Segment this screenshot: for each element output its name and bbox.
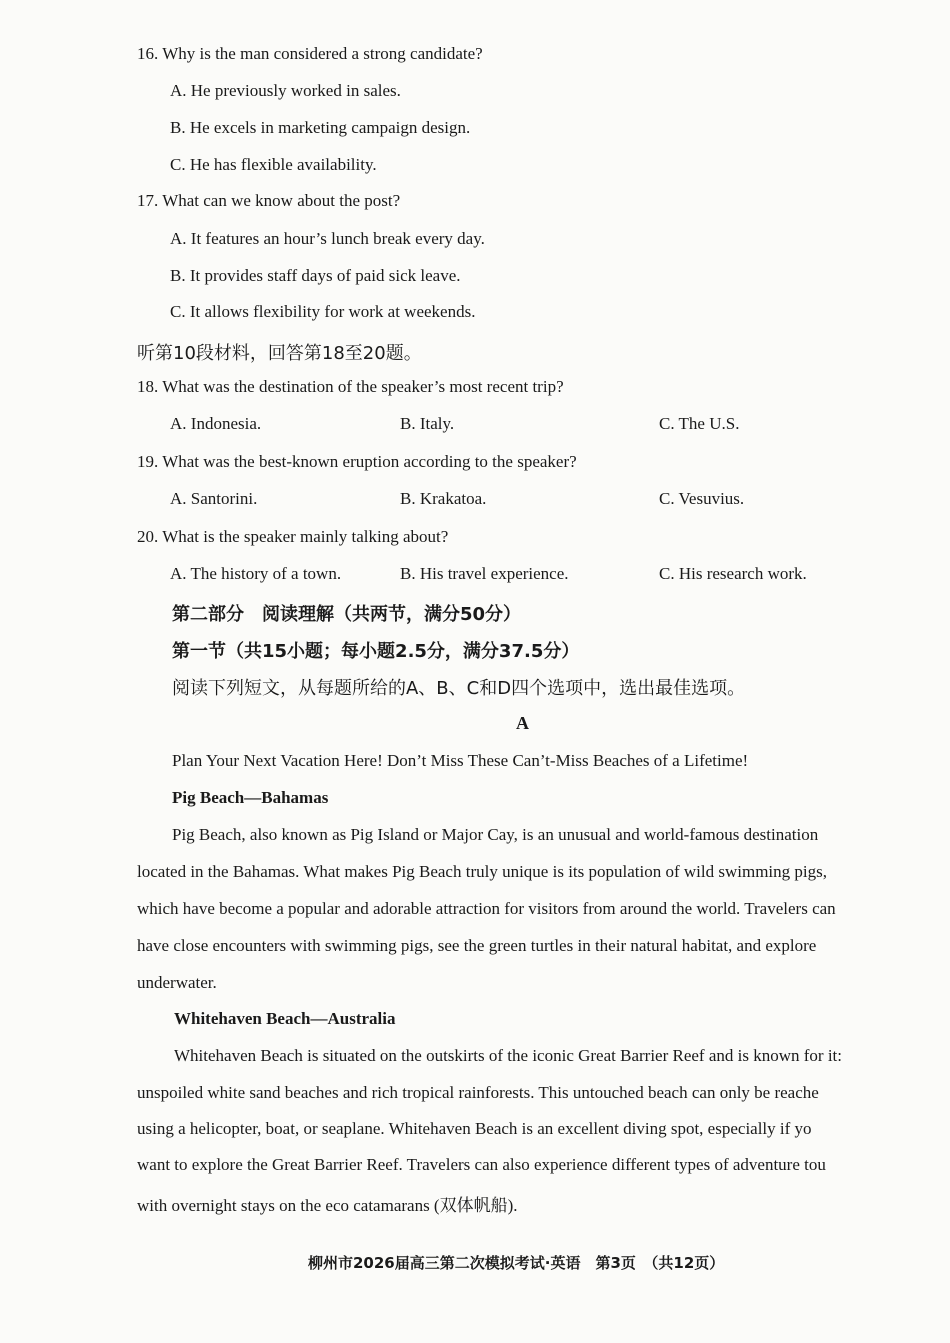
section1-title: 第一节（共15小题；每小题2.5分，满分37.5分）	[172, 641, 580, 662]
q20-option-a: A. The history of a town.	[170, 564, 342, 583]
q17-option-a: A. It features an hour’s lunch break every day.	[170, 229, 485, 248]
beach2-line-3: using a helicopter, boat, or seaplane. Whitehaven Beach is an excellent diving spot, especially if yo	[137, 1119, 812, 1138]
beach1-line-5: underwater.	[137, 973, 217, 992]
beach2-title: Whitehaven Beach—Australia	[174, 1009, 396, 1028]
beach1-line-4: have close encounters with swimming pigs, see the green turtles in their natural habitat, and explore	[137, 936, 817, 955]
passage-headline: Plan Your Next Vacation Here! Don’t Miss These Can’t-Miss Beaches of a Lifetime!	[172, 751, 749, 770]
q18-option-b: B. Italy.	[400, 414, 455, 433]
q19-option-b: B. Krakatoa.	[400, 489, 487, 508]
beach2-line-5: with overnight stays on the eco catamarans (双体帆船).	[137, 1196, 518, 1215]
q17-option-c: C. It allows flexibility for work at weekends.	[170, 302, 476, 321]
listening-instruction-10: 听第10段材料，回答第18至20题。	[137, 343, 422, 364]
q19-option-a: A. Santorini.	[170, 489, 258, 508]
q20-question: 20. What is the speaker mainly talking about?	[137, 527, 449, 546]
passage-label: A	[516, 713, 529, 733]
q20-option-b: B. His travel experience.	[400, 564, 569, 583]
beach1-title: Pig Beach—Bahamas	[172, 788, 329, 807]
q18-option-c: C. The U.S.	[659, 414, 740, 433]
q17-option-b: B. It provides staff days of paid sick leave.	[170, 266, 461, 285]
q16-option-b: B. He excels in marketing campaign design.	[170, 118, 471, 137]
q16-option-c: C. He has flexible availability.	[170, 155, 377, 174]
beach1-line-3: which have become a popular and adorable attraction for visitors from around the world. Travelers can	[137, 899, 836, 918]
page-footer: 柳州市2026届高三第二次模拟考试·英语 第3页 （共12页）	[308, 1254, 725, 1272]
beach2-line-1: Whitehaven Beach is situated on the outskirts of the iconic Great Barrier Reef and is known for it:	[174, 1046, 842, 1065]
q18-option-a: A. Indonesia.	[170, 414, 262, 433]
beach2-line-4: want to explore the Great Barrier Reef. Travelers can also experience different types of adventure tou	[137, 1155, 826, 1174]
q16-question: 16. Why is the man considered a strong candidate?	[137, 44, 483, 63]
beach1-line-1: Pig Beach, also known as Pig Island or Major Cay, is an unusual and world-famous destination	[172, 825, 819, 844]
beach1-line-2: located in the Bahamas. What makes Pig Beach truly unique is its population of wild swimming pigs,	[137, 862, 827, 881]
q18-question: 18. What was the destination of the speaker’s most recent trip?	[137, 377, 564, 396]
q16-option-a: A. He previously worked in sales.	[170, 81, 401, 100]
q19-option-c: C. Vesuvius.	[659, 489, 745, 508]
beach2-line-2: unspoiled white sand beaches and rich tropical rainforests. This untouched beach can only be reache	[137, 1083, 819, 1102]
reading-instruction: 阅读下列短文，从每题所给的A、B、C和D四个选项中，选出最佳选项。	[172, 678, 746, 699]
q19-question: 19. What was the best-known eruption according to the speaker?	[137, 452, 577, 471]
part2-title: 第二部分 阅读理解（共两节，满分50分）	[172, 604, 522, 625]
q17-question: 17. What can we know about the post?	[137, 191, 401, 210]
q20-option-c: C. His research work.	[659, 564, 807, 583]
